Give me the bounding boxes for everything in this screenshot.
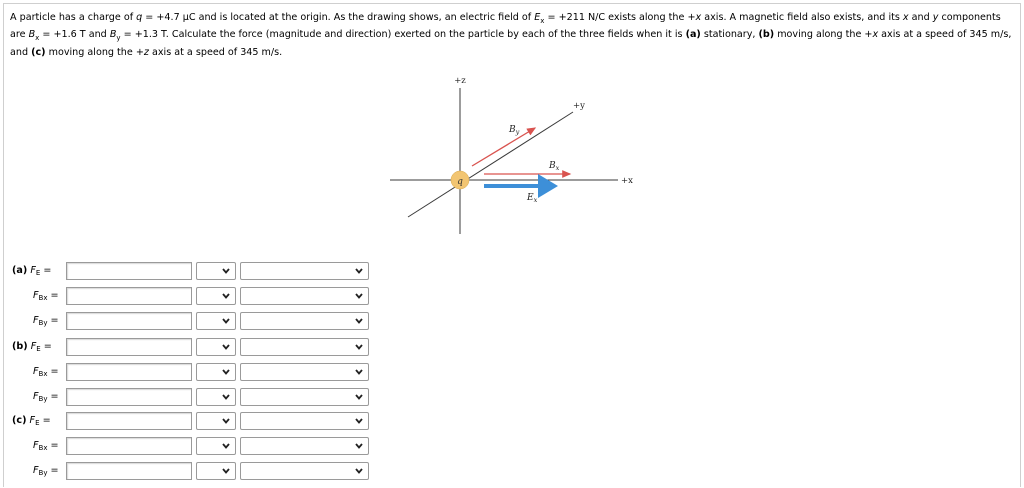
part-tag: (b)	[12, 341, 28, 352]
magnitude-input[interactable]	[66, 412, 192, 430]
answer-label: $F_{By}$ =	[33, 391, 59, 403]
unit-select[interactable]	[196, 287, 236, 305]
magnitude-input[interactable]	[66, 287, 192, 305]
part-tag: (a)	[12, 265, 28, 276]
by-arrow	[472, 128, 535, 166]
answer-label: $F_{Bx}$ =	[33, 290, 59, 302]
chevron-down-icon	[353, 391, 365, 403]
chevron-down-icon	[353, 315, 365, 327]
direction-select[interactable]	[240, 312, 369, 330]
chevron-down-icon	[220, 391, 232, 403]
answer-row	[0, 312, 380, 330]
unit-select[interactable]	[196, 437, 236, 455]
direction-select[interactable]	[240, 462, 369, 480]
answer-label: $F_{By}$ =	[33, 465, 59, 477]
chevron-down-icon	[353, 440, 365, 452]
direction-select[interactable]	[240, 262, 369, 280]
chevron-down-icon	[220, 440, 232, 452]
chevron-down-icon	[220, 465, 232, 477]
unit-select[interactable]	[196, 462, 236, 480]
unit-select[interactable]	[196, 363, 236, 381]
answer-label: $F_{Bx}$ =	[33, 366, 59, 378]
chevron-down-icon	[220, 290, 232, 302]
chevron-down-icon	[220, 366, 232, 378]
charge-label: q	[457, 177, 463, 187]
direction-select[interactable]	[240, 287, 369, 305]
answer-label: (c) $F_E$ =	[12, 415, 51, 427]
chevron-down-icon	[353, 415, 365, 427]
answer-row	[0, 462, 380, 480]
chevron-down-icon	[353, 366, 365, 378]
magnitude-input[interactable]	[66, 388, 192, 406]
magnitude-input[interactable]	[66, 338, 192, 356]
unit-select[interactable]	[196, 412, 236, 430]
direction-select[interactable]	[240, 363, 369, 381]
answer-row	[0, 412, 380, 430]
part-tag: (c)	[12, 415, 27, 426]
unit-select[interactable]	[196, 388, 236, 406]
unit-select[interactable]	[196, 312, 236, 330]
direction-select[interactable]	[240, 388, 369, 406]
magnitude-input[interactable]	[66, 262, 192, 280]
answer-row	[0, 437, 380, 455]
chevron-down-icon	[220, 315, 232, 327]
magnitude-input[interactable]	[66, 363, 192, 381]
unit-select[interactable]	[196, 262, 236, 280]
ex-label: $E_x$	[527, 193, 538, 204]
problem-statement: A particle has a charge of q = +4.7 μC and is located at the origin. As the drawing shows, an electric field of $E_x = +211$ N/C exists along the +x axis. A magnetic field also exists, and its x and y components are $B_x = +1.6$ T and $B_y = +1.3$ T. Calculate the force (magnitude and direction) exerted on the particle by each of the three fields when it is (a) stationary, (b) moving along the +x axis at a speed of 345 m/s, and (c) moving along the +z axis at a speed of 345 m/s.	[10, 12, 1012, 58]
chevron-down-icon	[220, 415, 232, 427]
field-diagram	[380, 70, 660, 240]
chevron-down-icon	[353, 290, 365, 302]
x-axis-label: +x	[621, 176, 633, 186]
direction-select[interactable]	[240, 412, 369, 430]
answer-row	[0, 262, 380, 280]
chevron-down-icon	[353, 341, 365, 353]
chevron-down-icon	[220, 341, 232, 353]
direction-select[interactable]	[240, 437, 369, 455]
by-label: $B_y$	[509, 125, 520, 136]
answer-row	[0, 388, 380, 406]
magnitude-input[interactable]	[66, 437, 192, 455]
answer-label: $F_{By}$ =	[33, 315, 59, 327]
answer-row	[0, 338, 380, 356]
bx-label: $B_x$	[549, 161, 560, 172]
answer-row	[0, 287, 380, 305]
unit-select[interactable]	[196, 338, 236, 356]
magnitude-input[interactable]	[66, 462, 192, 480]
direction-select[interactable]	[240, 338, 369, 356]
answer-row	[0, 363, 380, 381]
y-axis-label: +y	[573, 101, 585, 111]
chevron-down-icon	[353, 265, 365, 277]
chevron-down-icon	[220, 265, 232, 277]
z-axis-label: +z	[454, 76, 466, 86]
answer-label: $F_{Bx}$ =	[33, 440, 59, 452]
chevron-down-icon	[353, 465, 365, 477]
magnitude-input[interactable]	[66, 312, 192, 330]
answer-label: (b) $F_E$ =	[12, 341, 52, 353]
answer-label: (a) $F_E$ =	[12, 265, 52, 277]
